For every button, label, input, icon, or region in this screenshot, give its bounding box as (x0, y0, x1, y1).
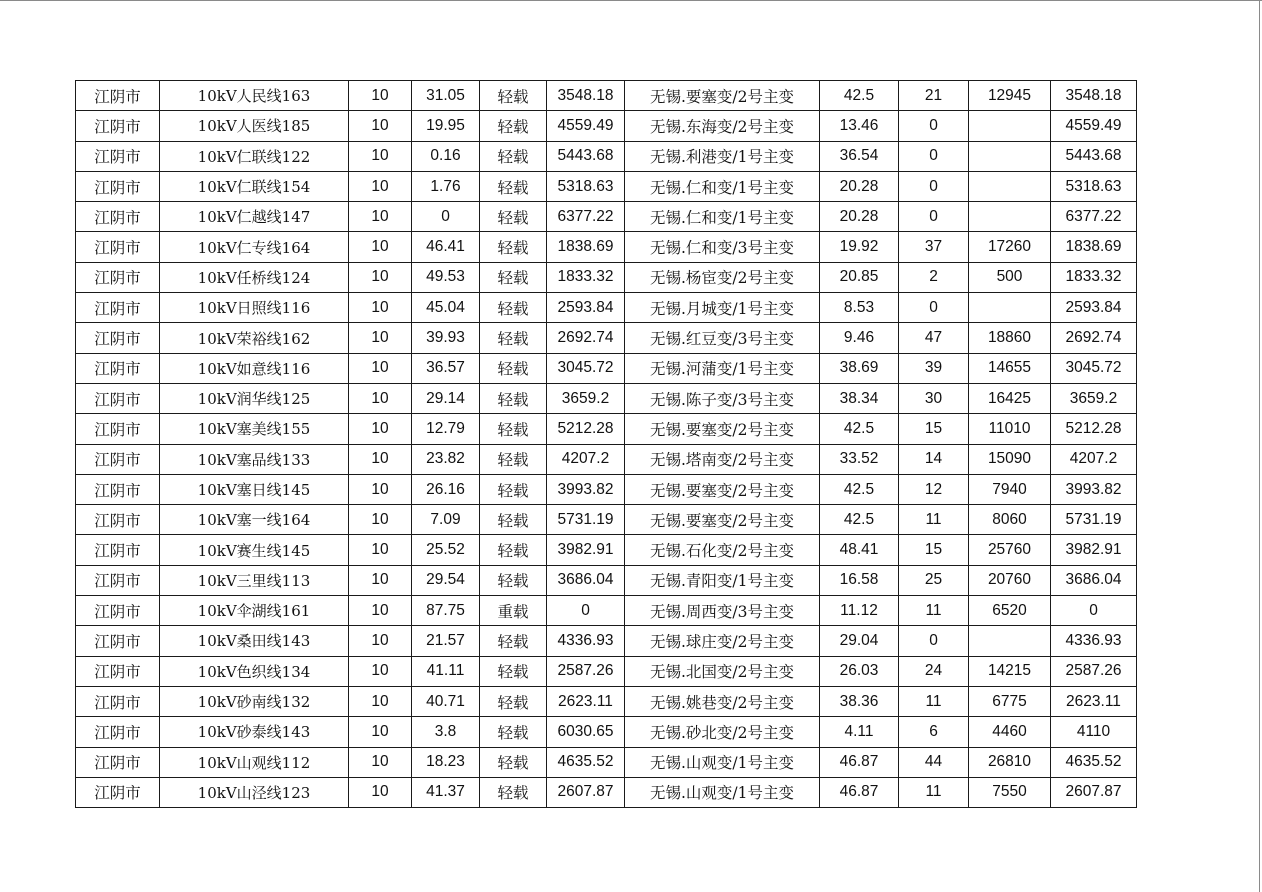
cell-user-count: 39 (899, 353, 969, 383)
cell-substation: 无锡.姚巷变/2号主变 (625, 686, 820, 716)
cell-transformer-rate: 4.11 (820, 717, 899, 747)
cell-line-name: 10kV仁越线147 (160, 202, 349, 232)
cell-city: 江阴市 (76, 474, 160, 504)
cell-user-count: 11 (899, 596, 969, 626)
cell-user-count: 0 (899, 141, 969, 171)
table-row (76, 505, 1137, 535)
cell-city: 江阴市 (76, 656, 160, 686)
cell-capacity: 6377.22 (547, 202, 625, 232)
cell-load-status: 轻载 (480, 353, 547, 383)
cell-available-capacity: 4635.52 (1051, 747, 1137, 777)
table-row (76, 141, 1137, 171)
cell-user-capacity: 12945 (969, 81, 1051, 111)
cell-transformer-rate: 26.03 (820, 656, 899, 686)
cell-city: 江阴市 (76, 777, 160, 807)
table-row (76, 596, 1137, 626)
cell-capacity: 3548.18 (547, 81, 625, 111)
cell-load-status: 轻载 (480, 565, 547, 595)
cell-substation: 无锡.山观变/1号主变 (625, 747, 820, 777)
cell-line-name: 10kV仁联线122 (160, 141, 349, 171)
cell-load-rate: 18.23 (412, 747, 480, 777)
cell-load-rate: 46.41 (412, 232, 480, 262)
cell-user-count: 15 (899, 414, 969, 444)
cell-substation: 无锡.周西变/3号主变 (625, 596, 820, 626)
cell-substation: 无锡.塔南变/2号主变 (625, 444, 820, 474)
cell-substation: 无锡.红豆变/3号主变 (625, 323, 820, 353)
cell-substation: 无锡.月城变/1号主变 (625, 293, 820, 323)
cell-line-name: 10kV如意线116 (160, 353, 349, 383)
cell-city: 江阴市 (76, 717, 160, 747)
cell-voltage: 10 (349, 202, 412, 232)
table-row (76, 444, 1137, 474)
cell-line-name: 10kV润华线125 (160, 383, 349, 413)
cell-available-capacity: 3686.04 (1051, 565, 1137, 595)
cell-available-capacity: 2623.11 (1051, 686, 1137, 716)
cell-load-rate: 87.75 (412, 596, 480, 626)
table-row (76, 777, 1137, 807)
cell-available-capacity: 1838.69 (1051, 232, 1137, 262)
cell-substation: 无锡.利港变/1号主变 (625, 141, 820, 171)
cell-load-rate: 40.71 (412, 686, 480, 716)
cell-capacity: 4336.93 (547, 626, 625, 656)
table-row (76, 535, 1137, 565)
cell-voltage: 10 (349, 505, 412, 535)
cell-load-rate: 0 (412, 202, 480, 232)
cell-load-status: 轻载 (480, 414, 547, 444)
table-row (76, 626, 1137, 656)
cell-voltage: 10 (349, 262, 412, 292)
table-row (76, 111, 1137, 141)
cell-transformer-rate: 36.54 (820, 141, 899, 171)
cell-load-status: 轻载 (480, 202, 547, 232)
cell-user-capacity: 18860 (969, 323, 1051, 353)
cell-capacity: 3659.2 (547, 383, 625, 413)
cell-city: 江阴市 (76, 596, 160, 626)
cell-line-name: 10kV日照线116 (160, 293, 349, 323)
cell-substation: 无锡.要塞变/2号主变 (625, 414, 820, 444)
table-row (76, 717, 1137, 747)
cell-available-capacity: 3659.2 (1051, 383, 1137, 413)
cell-load-rate: 29.54 (412, 565, 480, 595)
cell-voltage: 10 (349, 293, 412, 323)
cell-line-name: 10kV塞美线155 (160, 414, 349, 444)
cell-line-name: 10kV砂南线132 (160, 686, 349, 716)
cell-load-status: 轻载 (480, 717, 547, 747)
cell-city: 江阴市 (76, 626, 160, 656)
cell-transformer-rate: 38.69 (820, 353, 899, 383)
cell-transformer-rate: 38.36 (820, 686, 899, 716)
cell-transformer-rate: 13.46 (820, 111, 899, 141)
cell-line-name: 10kV塞日线145 (160, 474, 349, 504)
cell-city: 江阴市 (76, 232, 160, 262)
cell-user-capacity: 11010 (969, 414, 1051, 444)
cell-load-rate: 36.57 (412, 353, 480, 383)
cell-capacity: 5212.28 (547, 414, 625, 444)
cell-user-capacity (969, 202, 1051, 232)
cell-city: 江阴市 (76, 323, 160, 353)
cell-user-capacity: 500 (969, 262, 1051, 292)
cell-city: 江阴市 (76, 111, 160, 141)
cell-transformer-rate: 19.92 (820, 232, 899, 262)
cell-available-capacity: 4110 (1051, 717, 1137, 747)
cell-substation: 无锡.仁和变/3号主变 (625, 232, 820, 262)
cell-transformer-rate: 42.5 (820, 505, 899, 535)
cell-load-status: 轻载 (480, 262, 547, 292)
cell-user-capacity: 17260 (969, 232, 1051, 262)
cell-user-count: 2 (899, 262, 969, 292)
cell-substation: 无锡.砂北变/2号主变 (625, 717, 820, 747)
cell-transformer-rate: 42.5 (820, 474, 899, 504)
cell-available-capacity: 4207.2 (1051, 444, 1137, 474)
table-row (76, 353, 1137, 383)
cell-load-status: 重载 (480, 596, 547, 626)
cell-load-rate: 41.11 (412, 656, 480, 686)
cell-capacity: 5731.19 (547, 505, 625, 535)
cell-load-status: 轻载 (480, 81, 547, 111)
cell-substation: 无锡.山观变/1号主变 (625, 777, 820, 807)
cell-available-capacity: 0 (1051, 596, 1137, 626)
cell-substation: 无锡.青阳变/1号主变 (625, 565, 820, 595)
cell-voltage: 10 (349, 141, 412, 171)
cell-load-rate: 29.14 (412, 383, 480, 413)
cell-user-capacity: 26810 (969, 747, 1051, 777)
cell-load-rate: 41.37 (412, 777, 480, 807)
cell-line-name: 10kV人民线163 (160, 81, 349, 111)
table-row (76, 323, 1137, 353)
cell-voltage: 10 (349, 323, 412, 353)
cell-available-capacity: 3993.82 (1051, 474, 1137, 504)
cell-capacity: 1833.32 (547, 262, 625, 292)
table-body (76, 81, 1137, 808)
table-row (76, 414, 1137, 444)
cell-voltage: 10 (349, 171, 412, 201)
cell-user-capacity (969, 626, 1051, 656)
cell-user-count: 11 (899, 686, 969, 716)
cell-substation: 无锡.要塞变/2号主变 (625, 505, 820, 535)
cell-transformer-rate: 9.46 (820, 323, 899, 353)
cell-user-capacity: 20760 (969, 565, 1051, 595)
cell-load-rate: 1.76 (412, 171, 480, 201)
cell-voltage: 10 (349, 383, 412, 413)
cell-substation: 无锡.陈子变/3号主变 (625, 383, 820, 413)
cell-transformer-rate: 38.34 (820, 383, 899, 413)
cell-capacity: 6030.65 (547, 717, 625, 747)
cell-capacity: 2587.26 (547, 656, 625, 686)
cell-load-status: 轻载 (480, 444, 547, 474)
cell-user-count: 0 (899, 202, 969, 232)
cell-user-capacity (969, 111, 1051, 141)
page-right-border (1259, 0, 1260, 892)
cell-available-capacity: 6377.22 (1051, 202, 1137, 232)
cell-load-rate: 45.04 (412, 293, 480, 323)
cell-capacity: 2692.74 (547, 323, 625, 353)
cell-transformer-rate: 29.04 (820, 626, 899, 656)
cell-load-status: 轻载 (480, 747, 547, 777)
cell-transformer-rate: 42.5 (820, 414, 899, 444)
cell-load-rate: 39.93 (412, 323, 480, 353)
cell-transformer-rate: 46.87 (820, 777, 899, 807)
cell-transformer-rate: 20.28 (820, 171, 899, 201)
cell-load-rate: 0.16 (412, 141, 480, 171)
cell-available-capacity: 3548.18 (1051, 81, 1137, 111)
cell-load-status: 轻载 (480, 232, 547, 262)
cell-user-count: 25 (899, 565, 969, 595)
cell-load-rate: 19.95 (412, 111, 480, 141)
cell-available-capacity: 5443.68 (1051, 141, 1137, 171)
cell-load-status: 轻载 (480, 383, 547, 413)
table-row (76, 686, 1137, 716)
table-row (76, 202, 1137, 232)
cell-capacity: 5318.63 (547, 171, 625, 201)
cell-capacity: 0 (547, 596, 625, 626)
cell-user-capacity: 7550 (969, 777, 1051, 807)
cell-capacity: 4635.52 (547, 747, 625, 777)
cell-transformer-rate: 16.58 (820, 565, 899, 595)
cell-available-capacity: 2607.87 (1051, 777, 1137, 807)
cell-capacity: 2607.87 (547, 777, 625, 807)
cell-capacity: 2623.11 (547, 686, 625, 716)
cell-voltage: 10 (349, 232, 412, 262)
cell-available-capacity: 5318.63 (1051, 171, 1137, 201)
cell-user-count: 14 (899, 444, 969, 474)
cell-line-name: 10kV塞一线164 (160, 505, 349, 535)
cell-line-name: 10kV仁联线154 (160, 171, 349, 201)
table-row (76, 474, 1137, 504)
cell-user-capacity: 7940 (969, 474, 1051, 504)
cell-capacity: 3045.72 (547, 353, 625, 383)
cell-capacity: 3982.91 (547, 535, 625, 565)
cell-substation: 无锡.杨宦变/2号主变 (625, 262, 820, 292)
data-table (75, 80, 1137, 808)
cell-capacity: 3686.04 (547, 565, 625, 595)
cell-load-status: 轻载 (480, 171, 547, 201)
cell-user-count: 30 (899, 383, 969, 413)
cell-line-name: 10kV桑田线143 (160, 626, 349, 656)
cell-voltage: 10 (349, 626, 412, 656)
table-row (76, 747, 1137, 777)
cell-voltage: 10 (349, 565, 412, 595)
cell-city: 江阴市 (76, 747, 160, 777)
cell-load-status: 轻载 (480, 656, 547, 686)
table-row (76, 565, 1137, 595)
cell-user-capacity: 16425 (969, 383, 1051, 413)
cell-load-status: 轻载 (480, 505, 547, 535)
cell-voltage: 10 (349, 81, 412, 111)
cell-line-name: 10kV荣裕线162 (160, 323, 349, 353)
cell-capacity: 5443.68 (547, 141, 625, 171)
cell-load-status: 轻载 (480, 626, 547, 656)
cell-load-rate: 31.05 (412, 81, 480, 111)
cell-voltage: 10 (349, 656, 412, 686)
cell-available-capacity: 3045.72 (1051, 353, 1137, 383)
cell-substation: 无锡.要塞变/2号主变 (625, 474, 820, 504)
cell-user-capacity: 14655 (969, 353, 1051, 383)
cell-substation: 无锡.仁和变/1号主变 (625, 171, 820, 201)
cell-line-name: 10kV人医线185 (160, 111, 349, 141)
cell-user-count: 44 (899, 747, 969, 777)
cell-available-capacity: 5212.28 (1051, 414, 1137, 444)
cell-user-capacity: 6520 (969, 596, 1051, 626)
cell-load-status: 轻载 (480, 686, 547, 716)
cell-transformer-rate: 46.87 (820, 747, 899, 777)
cell-load-status: 轻载 (480, 474, 547, 504)
cell-load-status: 轻载 (480, 777, 547, 807)
cell-voltage: 10 (349, 747, 412, 777)
cell-transformer-rate: 20.85 (820, 262, 899, 292)
cell-voltage: 10 (349, 444, 412, 474)
cell-transformer-rate: 33.52 (820, 444, 899, 474)
cell-line-name: 10kV山观线112 (160, 747, 349, 777)
cell-transformer-rate: 8.53 (820, 293, 899, 323)
table-row (76, 81, 1137, 111)
cell-load-status: 轻载 (480, 323, 547, 353)
cell-user-count: 6 (899, 717, 969, 747)
page-top-border (0, 0, 1262, 1)
cell-user-count: 11 (899, 777, 969, 807)
cell-transformer-rate: 42.5 (820, 81, 899, 111)
cell-load-rate: 25.52 (412, 535, 480, 565)
cell-user-capacity: 14215 (969, 656, 1051, 686)
cell-line-name: 10kV三里线113 (160, 565, 349, 595)
cell-city: 江阴市 (76, 353, 160, 383)
cell-city: 江阴市 (76, 262, 160, 292)
cell-capacity: 2593.84 (547, 293, 625, 323)
cell-line-name: 10kV色织线134 (160, 656, 349, 686)
cell-user-count: 24 (899, 656, 969, 686)
cell-available-capacity: 3982.91 (1051, 535, 1137, 565)
cell-city: 江阴市 (76, 444, 160, 474)
cell-city: 江阴市 (76, 202, 160, 232)
cell-line-name: 10kV山泾线123 (160, 777, 349, 807)
cell-user-count: 47 (899, 323, 969, 353)
table-row (76, 293, 1137, 323)
cell-city: 江阴市 (76, 414, 160, 444)
cell-available-capacity: 1833.32 (1051, 262, 1137, 292)
cell-user-count: 37 (899, 232, 969, 262)
cell-user-count: 21 (899, 81, 969, 111)
cell-voltage: 10 (349, 535, 412, 565)
cell-city: 江阴市 (76, 565, 160, 595)
cell-substation: 无锡.石化变/2号主变 (625, 535, 820, 565)
cell-voltage: 10 (349, 777, 412, 807)
table-row (76, 171, 1137, 201)
cell-line-name: 10kV仁专线164 (160, 232, 349, 262)
cell-voltage: 10 (349, 717, 412, 747)
cell-voltage: 10 (349, 474, 412, 504)
cell-city: 江阴市 (76, 81, 160, 111)
cell-load-rate: 49.53 (412, 262, 480, 292)
cell-user-count: 0 (899, 626, 969, 656)
cell-available-capacity: 4559.49 (1051, 111, 1137, 141)
cell-capacity: 4559.49 (547, 111, 625, 141)
cell-user-capacity (969, 171, 1051, 201)
cell-substation: 无锡.要塞变/2号主变 (625, 81, 820, 111)
cell-user-capacity: 8060 (969, 505, 1051, 535)
cell-voltage: 10 (349, 111, 412, 141)
cell-line-name: 10kV伞湖线161 (160, 596, 349, 626)
cell-available-capacity: 5731.19 (1051, 505, 1137, 535)
cell-capacity: 4207.2 (547, 444, 625, 474)
cell-user-capacity (969, 141, 1051, 171)
cell-line-name: 10kV任桥线124 (160, 262, 349, 292)
cell-capacity: 1838.69 (547, 232, 625, 262)
cell-substation: 无锡.河蒲变/1号主变 (625, 353, 820, 383)
cell-user-capacity: 6775 (969, 686, 1051, 716)
cell-transformer-rate: 20.28 (820, 202, 899, 232)
cell-load-status: 轻载 (480, 111, 547, 141)
cell-load-rate: 3.8 (412, 717, 480, 747)
cell-available-capacity: 2587.26 (1051, 656, 1137, 686)
cell-load-status: 轻载 (480, 535, 547, 565)
cell-load-rate: 12.79 (412, 414, 480, 444)
cell-city: 江阴市 (76, 505, 160, 535)
cell-load-rate: 26.16 (412, 474, 480, 504)
cell-transformer-rate: 48.41 (820, 535, 899, 565)
cell-user-count: 0 (899, 111, 969, 141)
cell-available-capacity: 4336.93 (1051, 626, 1137, 656)
cell-user-count: 15 (899, 535, 969, 565)
cell-user-count: 0 (899, 293, 969, 323)
table-row (76, 383, 1137, 413)
cell-user-count: 0 (899, 171, 969, 201)
cell-voltage: 10 (349, 596, 412, 626)
cell-available-capacity: 2692.74 (1051, 323, 1137, 353)
cell-city: 江阴市 (76, 535, 160, 565)
cell-substation: 无锡.东海变/2号主变 (625, 111, 820, 141)
cell-city: 江阴市 (76, 171, 160, 201)
cell-user-count: 11 (899, 505, 969, 535)
cell-line-name: 10kV塞品线133 (160, 444, 349, 474)
cell-load-status: 轻载 (480, 141, 547, 171)
cell-user-count: 12 (899, 474, 969, 504)
cell-voltage: 10 (349, 686, 412, 716)
cell-user-capacity: 4460 (969, 717, 1051, 747)
cell-substation: 无锡.仁和变/1号主变 (625, 202, 820, 232)
cell-voltage: 10 (349, 414, 412, 444)
cell-user-capacity: 25760 (969, 535, 1051, 565)
cell-voltage: 10 (349, 353, 412, 383)
cell-user-capacity (969, 293, 1051, 323)
table-row (76, 656, 1137, 686)
cell-city: 江阴市 (76, 293, 160, 323)
table-row (76, 232, 1137, 262)
cell-city: 江阴市 (76, 141, 160, 171)
cell-user-capacity: 15090 (969, 444, 1051, 474)
cell-load-rate: 23.82 (412, 444, 480, 474)
table-row (76, 262, 1137, 292)
cell-line-name: 10kV赛生线145 (160, 535, 349, 565)
cell-load-rate: 21.57 (412, 626, 480, 656)
cell-line-name: 10kV砂泰线143 (160, 717, 349, 747)
cell-load-rate: 7.09 (412, 505, 480, 535)
cell-available-capacity: 2593.84 (1051, 293, 1137, 323)
cell-load-status: 轻载 (480, 293, 547, 323)
cell-city: 江阴市 (76, 383, 160, 413)
cell-city: 江阴市 (76, 686, 160, 716)
cell-substation: 无锡.球庄变/2号主变 (625, 626, 820, 656)
cell-transformer-rate: 11.12 (820, 596, 899, 626)
cell-substation: 无锡.北国变/2号主变 (625, 656, 820, 686)
cell-capacity: 3993.82 (547, 474, 625, 504)
